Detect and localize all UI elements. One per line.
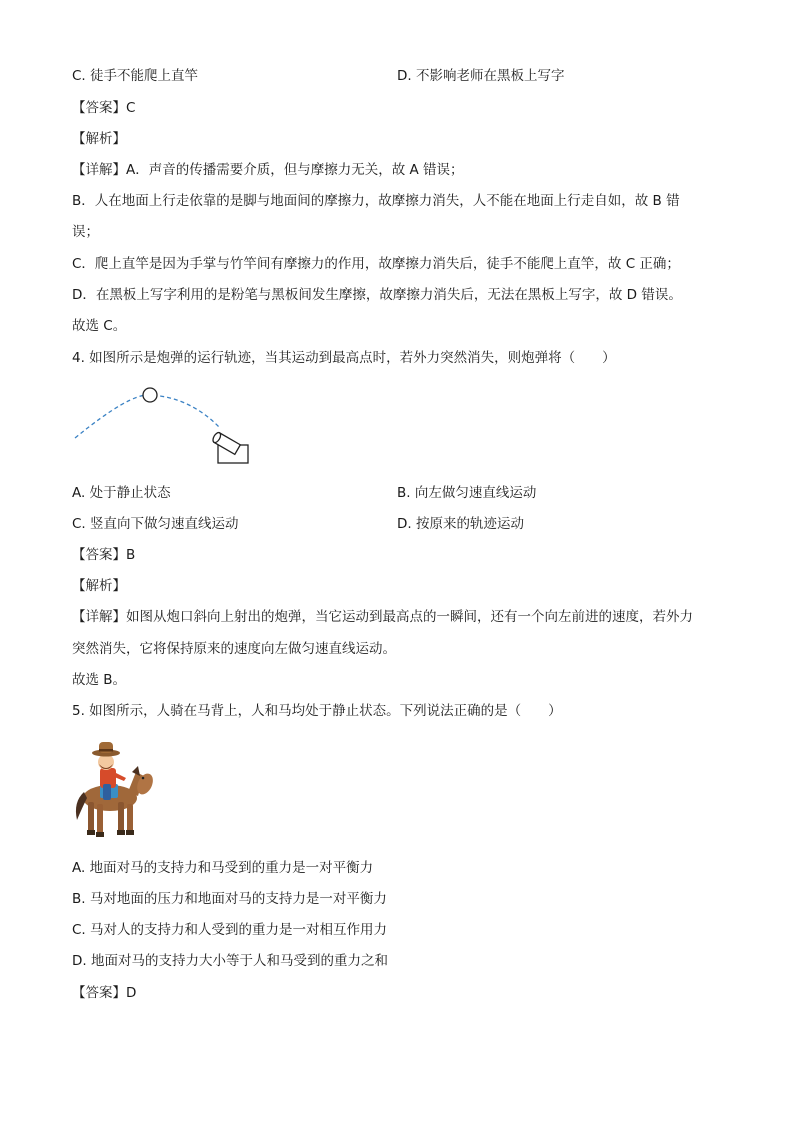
q5-stem: 5. 如图所示，人骑在马背上，人和马均处于静止状态。下列说法正确的是（ ）	[72, 703, 562, 719]
q3-detail-line: B．人在地面上行走依靠的是脚与地面间的摩擦力，故摩擦力消失，人不能在地面上行走自如，故 B 错	[72, 193, 680, 209]
q4-stem: 4. 如图所示是炮弹的运行轨迹，当其运动到最高点时，若外力突然消失，则炮弹将（ ）	[72, 350, 616, 366]
q4-option-b: B. 向左做匀速直线运动	[397, 485, 537, 501]
q5-answer: 【答案】D	[72, 985, 137, 1001]
q4-detail-line: 突然消失，它将保持原来的速度向左做匀速直线运动。	[72, 641, 396, 657]
q4-option-c: C. 竖直向下做匀速直线运动	[72, 516, 239, 532]
q5-option-a: A. 地面对马的支持力和马受到的重力是一对平衡力	[72, 860, 374, 876]
q3-option-c: C. 徒手不能爬上直竿	[72, 68, 199, 84]
q3-analysis-label: 【解析】	[72, 131, 126, 147]
cowboy-on-horse-icon	[70, 736, 156, 840]
q4-option-d: D. 按原来的轨迹运动	[397, 516, 524, 532]
q5-option-d: D. 地面对马的支持力大小等于人和马受到的重力之和	[72, 953, 388, 969]
q3-detail-line: C．爬上直竿是因为手掌与竹竿间有摩擦力的作用，故摩擦力消失后，徒手不能爬上直竿，故 C 正确；	[72, 256, 680, 272]
q4-option-a: A. 处于静止状态	[72, 485, 171, 501]
q5-option-b: B. 马对地面的压力和地面对马的支持力是一对平衡力	[72, 891, 387, 907]
q3-answer: 【答案】C	[72, 100, 136, 116]
q3-detail-line: 误；	[72, 224, 99, 240]
q3-conclusion: 故选 C。	[72, 318, 127, 334]
q3-detail-line: D．在黑板上写字利用的是粉笔与黑板间发生摩擦，故摩擦力消失后，无法在黑板上写字，故 D 错误。	[72, 287, 682, 303]
q3-option-d: D. 不影响老师在黑板上写字	[397, 68, 565, 84]
q3-detail-line: 【详解】A．声音的传播需要介质，但与摩擦力无关，故 A 错误；	[72, 162, 464, 178]
q4-answer: 【答案】B	[72, 547, 136, 563]
q4-conclusion: 故选 B。	[72, 672, 127, 688]
cannon-trajectory-icon	[70, 383, 260, 469]
q5-option-c: C. 马对人的支持力和人受到的重力是一对相互作用力	[72, 922, 388, 938]
q4-analysis-label: 【解析】	[72, 578, 126, 594]
q4-detail-line: 【详解】如图从炮口斜向上射出的炮弹，当它运动到最高点的一瞬间，还有一个向左前进的速度，若外力	[72, 609, 693, 625]
